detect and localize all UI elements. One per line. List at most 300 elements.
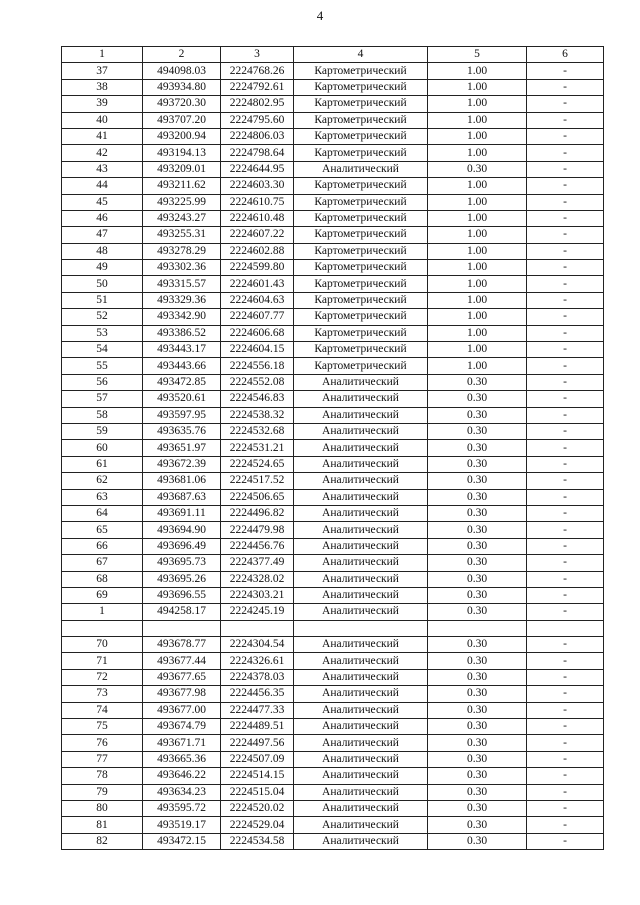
accuracy-cell: 0.30	[428, 833, 527, 849]
note-cell: -	[527, 440, 604, 456]
method-cell: Картометрический	[294, 112, 428, 128]
note-cell: -	[527, 669, 604, 685]
note-cell: -	[527, 473, 604, 489]
point-number-cell: 43	[62, 161, 143, 177]
point-number-cell: 58	[62, 407, 143, 423]
coordinates-table	[61, 46, 604, 850]
point-number-cell: 51	[62, 292, 143, 308]
x-coordinate-cell: 493243.27	[143, 210, 221, 226]
x-coordinate-cell: 493225.99	[143, 194, 221, 210]
table-row	[62, 391, 604, 407]
y-coordinate-cell: 2224604.15	[221, 342, 294, 358]
y-coordinate-cell: 2224532.68	[221, 423, 294, 439]
y-coordinate-cell: 2224477.33	[221, 702, 294, 718]
y-coordinate-cell: 2224599.80	[221, 260, 294, 276]
accuracy-cell: 1.00	[428, 309, 527, 325]
method-cell: Аналитический	[294, 456, 428, 472]
table-row	[62, 833, 604, 849]
method-cell: Аналитический	[294, 391, 428, 407]
accuracy-cell: 0.30	[428, 522, 527, 538]
table-row	[62, 538, 604, 554]
x-coordinate-cell: 493519.17	[143, 817, 221, 833]
note-cell: -	[527, 260, 604, 276]
method-cell: Аналитический	[294, 817, 428, 833]
method-cell: Картометрический	[294, 325, 428, 341]
header-cell-1: 1	[62, 47, 143, 63]
point-number-cell: 42	[62, 145, 143, 161]
accuracy-cell: 0.30	[428, 555, 527, 571]
x-coordinate-cell: 493194.13	[143, 145, 221, 161]
note-cell: -	[527, 719, 604, 735]
method-cell: Аналитический	[294, 440, 428, 456]
method-cell: Аналитический	[294, 374, 428, 390]
table-row	[62, 407, 604, 423]
y-coordinate-cell: 2224479.98	[221, 522, 294, 538]
method-cell: Картометрический	[294, 292, 428, 308]
note-cell: -	[527, 112, 604, 128]
method-cell: Картометрический	[294, 276, 428, 292]
note-cell: -	[527, 276, 604, 292]
method-cell	[294, 620, 428, 636]
point-number-cell: 56	[62, 374, 143, 390]
x-coordinate-cell: 493665.36	[143, 751, 221, 767]
note-cell: -	[527, 522, 604, 538]
accuracy-cell: 0.30	[428, 604, 527, 620]
table-row	[62, 489, 604, 505]
point-number-cell: 65	[62, 522, 143, 538]
note-cell: -	[527, 210, 604, 226]
accuracy-cell: 1.00	[428, 358, 527, 374]
accuracy-cell: 1.00	[428, 79, 527, 95]
accuracy-cell: 1.00	[428, 194, 527, 210]
table-row	[62, 768, 604, 784]
table-row	[62, 473, 604, 489]
x-coordinate-cell: 493674.79	[143, 719, 221, 735]
y-coordinate-cell: 2224606.68	[221, 325, 294, 341]
note-cell: -	[527, 784, 604, 800]
accuracy-cell: 0.30	[428, 669, 527, 685]
table-row	[62, 178, 604, 194]
y-coordinate-cell: 2224507.09	[221, 751, 294, 767]
table-row	[62, 79, 604, 95]
table-row	[62, 96, 604, 112]
x-coordinate-cell: 493315.57	[143, 276, 221, 292]
y-coordinate-cell: 2224520.02	[221, 800, 294, 816]
point-number-cell: 67	[62, 555, 143, 571]
note-cell: -	[527, 374, 604, 390]
note-cell: -	[527, 637, 604, 653]
point-number-cell: 80	[62, 800, 143, 816]
table-row	[62, 276, 604, 292]
note-cell: -	[527, 800, 604, 816]
accuracy-cell: 1.00	[428, 112, 527, 128]
point-number-cell: 82	[62, 833, 143, 849]
point-number-cell: 64	[62, 505, 143, 521]
accuracy-cell: 1.00	[428, 292, 527, 308]
accuracy-cell: 0.30	[428, 571, 527, 587]
method-cell: Картометрический	[294, 210, 428, 226]
x-coordinate-cell: 493595.72	[143, 800, 221, 816]
point-number-cell: 66	[62, 538, 143, 554]
accuracy-cell: 0.30	[428, 653, 527, 669]
y-coordinate-cell: 2224378.03	[221, 669, 294, 685]
x-coordinate-cell: 493342.90	[143, 309, 221, 325]
table-row	[62, 735, 604, 751]
header-cell-5: 5	[428, 47, 527, 63]
method-cell: Аналитический	[294, 473, 428, 489]
y-coordinate-cell: 2224524.65	[221, 456, 294, 472]
note-cell: -	[527, 358, 604, 374]
table-header	[62, 47, 604, 63]
accuracy-cell: 0.30	[428, 784, 527, 800]
accuracy-cell: 0.30	[428, 719, 527, 735]
point-number-cell: 49	[62, 260, 143, 276]
accuracy-cell: 1.00	[428, 243, 527, 259]
note-cell: -	[527, 292, 604, 308]
table-row	[62, 637, 604, 653]
point-number-cell: 38	[62, 79, 143, 95]
accuracy-cell: 0.30	[428, 637, 527, 653]
method-cell: Картометрический	[294, 309, 428, 325]
x-coordinate-cell: 493672.39	[143, 456, 221, 472]
note-cell: -	[527, 555, 604, 571]
table-row	[62, 587, 604, 603]
table-row	[62, 260, 604, 276]
table-row	[62, 358, 604, 374]
note-cell: -	[527, 768, 604, 784]
point-number-cell	[62, 620, 143, 636]
method-cell: Аналитический	[294, 768, 428, 784]
note-cell: -	[527, 751, 604, 767]
y-coordinate-cell: 2224802.95	[221, 96, 294, 112]
point-number-cell: 69	[62, 587, 143, 603]
table-row	[62, 669, 604, 685]
point-number-cell: 63	[62, 489, 143, 505]
y-coordinate-cell: 2224304.54	[221, 637, 294, 653]
x-coordinate-cell: 493635.76	[143, 423, 221, 439]
note-cell: -	[527, 309, 604, 325]
note-cell: -	[527, 161, 604, 177]
y-coordinate-cell: 2224531.21	[221, 440, 294, 456]
note-cell: -	[527, 505, 604, 521]
header-row	[62, 47, 604, 63]
table-row	[62, 194, 604, 210]
header-cell-2: 2	[143, 47, 221, 63]
accuracy-cell: 0.30	[428, 538, 527, 554]
header-cell-6: 6	[527, 47, 604, 63]
table-row	[62, 112, 604, 128]
table-body	[62, 63, 604, 850]
note-cell: -	[527, 571, 604, 587]
note-cell: -	[527, 243, 604, 259]
x-coordinate-cell: 493597.95	[143, 407, 221, 423]
note-cell: -	[527, 407, 604, 423]
y-coordinate-cell: 2224496.82	[221, 505, 294, 521]
point-number-cell: 41	[62, 128, 143, 144]
accuracy-cell: 0.30	[428, 686, 527, 702]
note-cell: -	[527, 817, 604, 833]
x-coordinate-cell: 494258.17	[143, 604, 221, 620]
x-coordinate-cell: 493520.61	[143, 391, 221, 407]
accuracy-cell: 1.00	[428, 178, 527, 194]
y-coordinate-cell: 2224768.26	[221, 63, 294, 79]
accuracy-cell: 0.30	[428, 751, 527, 767]
y-coordinate-cell: 2224489.51	[221, 719, 294, 735]
method-cell: Картометрический	[294, 194, 428, 210]
note-cell: -	[527, 342, 604, 358]
y-coordinate-cell: 2224506.65	[221, 489, 294, 505]
note-cell: -	[527, 604, 604, 620]
note-cell: -	[527, 587, 604, 603]
method-cell: Аналитический	[294, 637, 428, 653]
accuracy-cell: 0.30	[428, 391, 527, 407]
accuracy-cell: 1.00	[428, 128, 527, 144]
x-coordinate-cell: 493443.66	[143, 358, 221, 374]
note-cell: -	[527, 227, 604, 243]
accuracy-cell: 0.30	[428, 456, 527, 472]
y-coordinate-cell: 2224806.03	[221, 128, 294, 144]
y-coordinate-cell: 2224604.63	[221, 292, 294, 308]
table-row	[62, 161, 604, 177]
method-cell: Аналитический	[294, 587, 428, 603]
y-coordinate-cell: 2224303.21	[221, 587, 294, 603]
method-cell: Аналитический	[294, 800, 428, 816]
x-coordinate-cell: 493694.90	[143, 522, 221, 538]
y-coordinate-cell: 2224328.02	[221, 571, 294, 587]
accuracy-cell: 0.30	[428, 423, 527, 439]
point-number-cell: 48	[62, 243, 143, 259]
table-row	[62, 505, 604, 521]
point-number-cell: 52	[62, 309, 143, 325]
method-cell: Аналитический	[294, 571, 428, 587]
x-coordinate-cell: 493677.98	[143, 686, 221, 702]
table-row	[62, 374, 604, 390]
table-row	[62, 342, 604, 358]
method-cell: Картометрический	[294, 63, 428, 79]
point-number-cell: 40	[62, 112, 143, 128]
y-coordinate-cell: 2224601.43	[221, 276, 294, 292]
accuracy-cell: 0.30	[428, 800, 527, 816]
x-coordinate-cell: 493302.36	[143, 260, 221, 276]
y-coordinate-cell: 2224456.35	[221, 686, 294, 702]
y-coordinate-cell: 2224552.08	[221, 374, 294, 390]
accuracy-cell: 0.30	[428, 768, 527, 784]
x-coordinate-cell: 493934.80	[143, 79, 221, 95]
accuracy-cell: 0.30	[428, 489, 527, 505]
point-number-cell: 53	[62, 325, 143, 341]
note-cell	[527, 620, 604, 636]
point-number-cell: 81	[62, 817, 143, 833]
y-coordinate-cell: 2224517.52	[221, 473, 294, 489]
table-row	[62, 817, 604, 833]
accuracy-cell: 0.30	[428, 440, 527, 456]
method-cell: Аналитический	[294, 653, 428, 669]
note-cell: -	[527, 194, 604, 210]
table-row	[62, 309, 604, 325]
point-number-cell: 54	[62, 342, 143, 358]
accuracy-cell: 1.00	[428, 276, 527, 292]
point-number-cell: 57	[62, 391, 143, 407]
method-cell: Картометрический	[294, 260, 428, 276]
table-row	[62, 440, 604, 456]
table-row	[62, 63, 604, 79]
x-coordinate-cell: 493678.77	[143, 637, 221, 653]
table-row	[62, 571, 604, 587]
point-number-cell: 72	[62, 669, 143, 685]
point-number-cell: 46	[62, 210, 143, 226]
accuracy-cell: 0.30	[428, 587, 527, 603]
page-number: 4	[316, 8, 324, 23]
note-cell: -	[527, 686, 604, 702]
x-coordinate-cell: 493671.71	[143, 735, 221, 751]
point-number-cell: 74	[62, 702, 143, 718]
x-coordinate-cell: 493687.63	[143, 489, 221, 505]
method-cell: Картометрический	[294, 227, 428, 243]
accuracy-cell: 0.30	[428, 702, 527, 718]
header-cell-3: 3	[221, 47, 294, 63]
accuracy-cell	[428, 620, 527, 636]
y-coordinate-cell: 2224607.77	[221, 309, 294, 325]
x-coordinate-cell: 493677.00	[143, 702, 221, 718]
table-row	[62, 555, 604, 571]
x-coordinate-cell: 493329.36	[143, 292, 221, 308]
method-cell: Картометрический	[294, 178, 428, 194]
point-number-cell: 50	[62, 276, 143, 292]
accuracy-cell: 1.00	[428, 210, 527, 226]
note-cell: -	[527, 423, 604, 439]
accuracy-cell: 0.30	[428, 817, 527, 833]
table-row	[62, 604, 604, 620]
y-coordinate-cell: 2224377.49	[221, 555, 294, 571]
method-cell: Аналитический	[294, 735, 428, 751]
accuracy-cell: 1.00	[428, 63, 527, 79]
point-number-cell: 79	[62, 784, 143, 800]
method-cell: Картометрический	[294, 358, 428, 374]
x-coordinate-cell: 493209.01	[143, 161, 221, 177]
note-cell: -	[527, 391, 604, 407]
table-row	[62, 210, 604, 226]
method-cell: Аналитический	[294, 604, 428, 620]
y-coordinate-cell: 2224607.22	[221, 227, 294, 243]
point-number-cell: 76	[62, 735, 143, 751]
x-coordinate-cell: 493695.26	[143, 571, 221, 587]
table-row	[62, 620, 604, 636]
y-coordinate-cell: 2224515.04	[221, 784, 294, 800]
y-coordinate-cell: 2224644.95	[221, 161, 294, 177]
method-cell: Картометрический	[294, 128, 428, 144]
y-coordinate-cell: 2224792.61	[221, 79, 294, 95]
method-cell: Картометрический	[294, 243, 428, 259]
point-number-cell: 78	[62, 768, 143, 784]
accuracy-cell: 0.30	[428, 473, 527, 489]
y-coordinate-cell: 2224497.56	[221, 735, 294, 751]
table-row	[62, 522, 604, 538]
table-row	[62, 686, 604, 702]
accuracy-cell: 1.00	[428, 342, 527, 358]
x-coordinate-cell: 493386.52	[143, 325, 221, 341]
table-row	[62, 456, 604, 472]
note-cell: -	[527, 538, 604, 554]
table-row	[62, 423, 604, 439]
accuracy-cell: 1.00	[428, 325, 527, 341]
y-coordinate-cell: 2224534.58	[221, 833, 294, 849]
table-row	[62, 243, 604, 259]
y-coordinate-cell: 2224546.83	[221, 391, 294, 407]
method-cell: Аналитический	[294, 719, 428, 735]
method-cell: Аналитический	[294, 784, 428, 800]
point-number-cell: 45	[62, 194, 143, 210]
x-coordinate-cell: 493278.29	[143, 243, 221, 259]
table-row	[62, 128, 604, 144]
point-number-cell: 39	[62, 96, 143, 112]
method-cell: Картометрический	[294, 79, 428, 95]
note-cell: -	[527, 145, 604, 161]
point-number-cell: 37	[62, 63, 143, 79]
x-coordinate-cell: 493472.85	[143, 374, 221, 390]
y-coordinate-cell: 2224602.88	[221, 243, 294, 259]
y-coordinate-cell: 2224529.04	[221, 817, 294, 833]
point-number-cell: 71	[62, 653, 143, 669]
y-coordinate-cell: 2224798.64	[221, 145, 294, 161]
y-coordinate-cell: 2224610.48	[221, 210, 294, 226]
x-coordinate-cell: 493651.97	[143, 440, 221, 456]
x-coordinate-cell: 493720.30	[143, 96, 221, 112]
x-coordinate-cell: 493696.49	[143, 538, 221, 554]
note-cell: -	[527, 489, 604, 505]
y-coordinate-cell: 2224456.76	[221, 538, 294, 554]
point-number-cell: 55	[62, 358, 143, 374]
point-number-cell: 77	[62, 751, 143, 767]
note-cell: -	[527, 63, 604, 79]
method-cell: Аналитический	[294, 669, 428, 685]
note-cell: -	[527, 702, 604, 718]
x-coordinate-cell: 493211.62	[143, 178, 221, 194]
point-number-cell: 73	[62, 686, 143, 702]
method-cell: Аналитический	[294, 833, 428, 849]
method-cell: Аналитический	[294, 538, 428, 554]
accuracy-cell: 1.00	[428, 96, 527, 112]
y-coordinate-cell: 2224326.61	[221, 653, 294, 669]
y-coordinate-cell: 2224610.75	[221, 194, 294, 210]
note-cell: -	[527, 128, 604, 144]
x-coordinate-cell: 493677.65	[143, 669, 221, 685]
note-cell: -	[527, 833, 604, 849]
note-cell: -	[527, 653, 604, 669]
accuracy-cell: 0.30	[428, 735, 527, 751]
x-coordinate-cell: 493696.55	[143, 587, 221, 603]
note-cell: -	[527, 96, 604, 112]
accuracy-cell: 1.00	[428, 145, 527, 161]
y-coordinate-cell: 2224245.19	[221, 604, 294, 620]
y-coordinate-cell: 2224603.30	[221, 178, 294, 194]
x-coordinate-cell: 493443.17	[143, 342, 221, 358]
x-coordinate-cell: 493707.20	[143, 112, 221, 128]
point-number-cell: 1	[62, 604, 143, 620]
method-cell: Картометрический	[294, 96, 428, 112]
point-number-cell: 59	[62, 423, 143, 439]
accuracy-cell: 0.30	[428, 505, 527, 521]
table-row	[62, 292, 604, 308]
x-coordinate-cell: 494098.03	[143, 63, 221, 79]
table-row	[62, 702, 604, 718]
y-coordinate-cell	[221, 620, 294, 636]
method-cell: Аналитический	[294, 751, 428, 767]
x-coordinate-cell: 493695.73	[143, 555, 221, 571]
accuracy-cell: 0.30	[428, 161, 527, 177]
x-coordinate-cell: 493691.11	[143, 505, 221, 521]
x-coordinate-cell: 493255.31	[143, 227, 221, 243]
point-number-cell: 62	[62, 473, 143, 489]
